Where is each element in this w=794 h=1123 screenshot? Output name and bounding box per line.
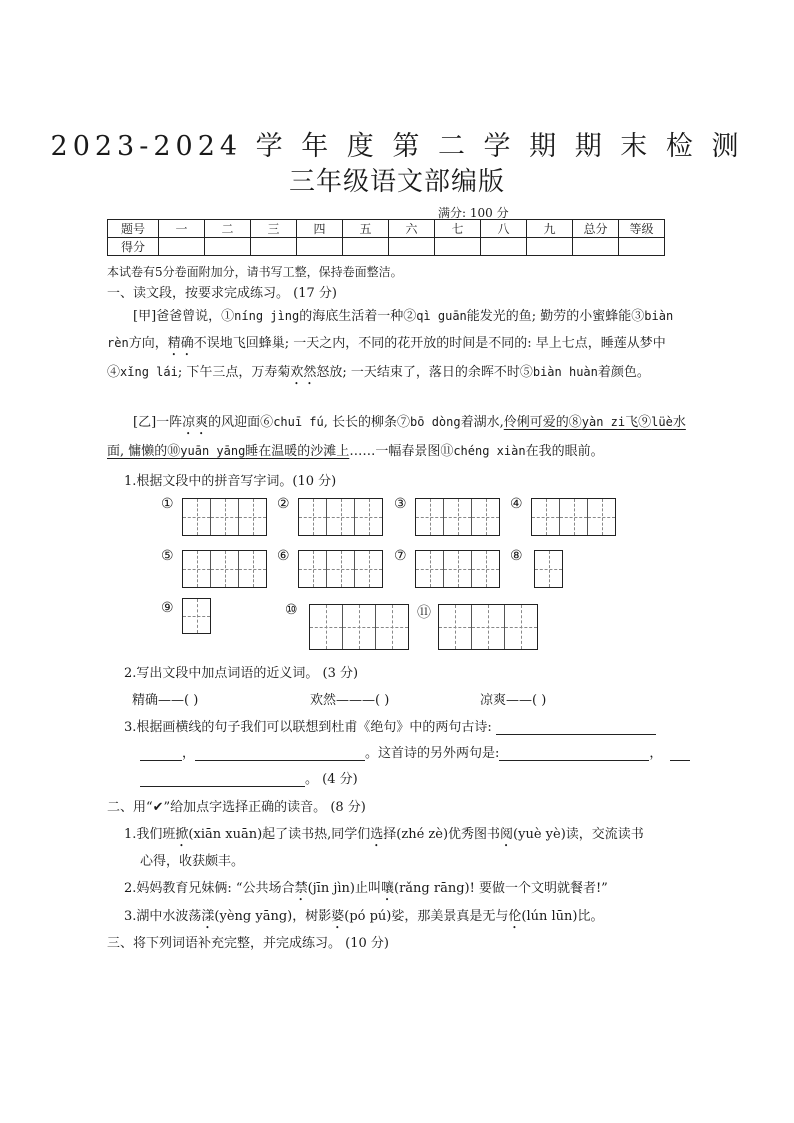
dotted-word: 精确 (167, 336, 194, 351)
pinyin: biàn huàn (532, 365, 598, 379)
box-number: ⑨ (161, 600, 174, 616)
pinyin: yuān yāng (180, 444, 246, 458)
question-1-3-line3 (140, 768, 358, 787)
passage-yi (107, 409, 697, 465)
score-input-cell[interactable] (159, 238, 205, 256)
passage-text: ……一幅春景图⑪ (349, 444, 454, 459)
table-cell: 得分 (108, 238, 159, 256)
answer-blank[interactable] (195, 746, 365, 761)
punct: ， (182, 746, 196, 761)
pinyin-options[interactable]: (pó pú)娑，那美景真是无与 (344, 909, 509, 924)
writing-box-9[interactable] (182, 598, 211, 634)
score-input-cell[interactable] (297, 238, 343, 256)
underlined-text: 水面, 慵懒的⑩ (107, 415, 686, 459)
dotted-char: 掀 (175, 827, 189, 842)
box-number: ⑧ (510, 548, 523, 564)
score-table-score-row (108, 238, 665, 256)
score-input-cell[interactable] (573, 238, 619, 256)
answer-blank[interactable] (140, 746, 182, 761)
underlined-text: 伶俐可爱的⑧ (503, 415, 582, 430)
table-cell: 九 (527, 220, 573, 238)
passage-text: 在我的眼前。 (525, 444, 604, 459)
score-input-cell[interactable] (527, 238, 573, 256)
table-cell: 六 (389, 220, 435, 238)
writing-box-11[interactable] (438, 604, 538, 650)
writing-box-8[interactable] (534, 550, 563, 588)
pinyin-options[interactable]: (rǎng rāng)! 要做一个文明就餐者!” (394, 881, 608, 896)
passage-text: , 长长的柳条⑦ (323, 415, 411, 430)
writing-box-5[interactable] (182, 550, 267, 588)
answer-blank[interactable] (670, 746, 690, 761)
section-2-item-1 (124, 823, 644, 850)
pinyin: bō dòng (410, 415, 461, 429)
table-cell: 四 (297, 220, 343, 238)
table-cell: 一 (159, 220, 205, 238)
exam-subtitle: 三年级语文部编版 (288, 167, 505, 197)
question-text: 。 (4 分) (305, 772, 358, 787)
item-text: 3.湖中水波荡 (124, 909, 202, 924)
question-1-2: 2.写出文段中加点词语的近义词。 (3 分) (124, 666, 359, 681)
question-1-3-line2 (140, 742, 690, 761)
writing-box-4[interactable] (531, 498, 616, 536)
score-table-header-row (108, 220, 665, 238)
question-1-1: 1.根据文段中的拼音写字词。(10 分) (124, 474, 337, 489)
pinyin: qì guān (416, 309, 467, 323)
pinyin: níng jìng (234, 309, 300, 323)
writing-box-10[interactable] (309, 604, 409, 650)
exam-note: 本试卷有5分卷面附加分，请书写工整，保持卷面整洁。 (107, 265, 403, 279)
underlined-text: 睡在温暖的沙滩上 (245, 444, 350, 459)
full-score: 满分: 100 分 (438, 206, 509, 220)
writing-box-1[interactable] (182, 498, 267, 536)
passage-text: 着颜色。 (597, 365, 650, 380)
section-2-item-1-cont: 心得，收获颇丰。 (140, 854, 245, 869)
exam-title: 2023-2024 学 年 度 第 二 学 期 期 末 检 测 (50, 131, 744, 162)
passage-text: 方向， (128, 336, 168, 351)
question-text: 3.根据画横线的句子我们可以联想到杜甫《绝句》中的两句古诗: (124, 720, 492, 735)
passage-text: 怒放; 一天结束了，落日的余晖不时⑤ (316, 365, 533, 380)
table-cell: 等级 (619, 220, 665, 238)
box-number: ⑤ (161, 548, 174, 564)
pinyin-options[interactable]: (jīn jìn)止叫 (307, 881, 381, 896)
punct: ， (649, 746, 663, 761)
passage-text: ; 下午三点，万寿菊 (177, 365, 291, 380)
synonym-blank-3[interactable]: 凉爽——( ) (480, 693, 547, 708)
passage-text: [乙]一阵 (133, 415, 183, 430)
score-input-cell[interactable] (343, 238, 389, 256)
box-number: ⑪ (417, 605, 431, 621)
writing-box-2[interactable] (298, 498, 383, 536)
dotted-char: 禁 (294, 881, 308, 896)
pinyin-options[interactable]: (xiān xuān)起了读书热,同学们 (188, 827, 371, 842)
dotted-char: 婆 (331, 909, 345, 924)
table-cell: 五 (343, 220, 389, 238)
score-input-cell[interactable] (619, 238, 665, 256)
table-cell: 三 (251, 220, 297, 238)
score-input-cell[interactable] (435, 238, 481, 256)
box-number: ⑥ (277, 548, 290, 564)
section-3-heading: 三、将下列词语补充完整，并完成练习。 (10 分) (107, 936, 389, 951)
box-number: ③ (394, 496, 407, 512)
score-input-cell[interactable] (389, 238, 435, 256)
pinyin: chéng xiàn (453, 444, 526, 458)
pinyin-options[interactable]: (yèng yāng)，树影 (214, 909, 332, 924)
passage-text: 着湖水, (460, 415, 504, 430)
question-1-3 (124, 716, 656, 735)
synonym-blank-1[interactable]: 精确——( ) (132, 693, 199, 708)
pinyin-options[interactable]: (lún lūn)比。 (521, 909, 604, 924)
item-text: 1.我们班 (124, 827, 176, 842)
answer-blank[interactable] (499, 746, 649, 761)
box-number: ④ (510, 496, 523, 512)
pinyin: chuī fú (273, 415, 324, 429)
pinyin-options[interactable]: (yuè yè)读，交流读书 (513, 827, 644, 842)
score-input-cell[interactable] (481, 238, 527, 256)
dotted-word: 凉爽 (182, 415, 209, 430)
question-text: 。这首诗的另外两句是: (365, 746, 500, 761)
writing-box-7[interactable] (415, 550, 500, 588)
table-cell: 总分 (573, 220, 619, 238)
underlined-text: 飞⑨ (625, 415, 652, 430)
dotted-word: 欢然 (290, 365, 317, 380)
section-1-heading: 一、读文段，按要求完成练习。 (17 分) (107, 286, 337, 301)
section-2-heading: 二、用“✔”给加点字选择正确的读音。 (8 分) (107, 800, 366, 815)
writing-box-3[interactable] (415, 498, 500, 536)
pinyin-options[interactable]: 择(zhé zè)优秀图书 (383, 827, 501, 842)
box-number: ⑩ (285, 602, 298, 618)
box-number: ② (277, 496, 290, 512)
score-input-cell[interactable] (251, 238, 297, 256)
item-text: 2.妈妈教育兄妹俩: “公共场合 (124, 881, 295, 896)
table-cell: 七 (435, 220, 481, 238)
table-cell: 题号 (108, 220, 159, 238)
pinyin: lüè (651, 415, 673, 429)
pinyin: yàn zi (581, 415, 626, 429)
score-table (107, 219, 665, 256)
box-number: ⑦ (394, 548, 407, 564)
passage-text: 的风迎面⑥ (208, 415, 274, 430)
dotted-char: 阅 (500, 827, 514, 842)
dotted-char: 嚷 (380, 881, 394, 896)
writing-box-6[interactable] (298, 550, 383, 588)
synonym-blank-2[interactable]: 欢然———( ) (310, 693, 390, 708)
passage-text: [甲]爸爸曾说，① (133, 309, 235, 324)
pinyin: xǐng lái (120, 365, 178, 379)
section-2-item-2 (124, 877, 608, 904)
pinyin: biàn rèn (107, 309, 674, 350)
answer-blank[interactable] (496, 720, 656, 735)
passage-jia (107, 303, 697, 388)
dotted-char: 伦 (508, 909, 522, 924)
answer-blank[interactable] (140, 772, 305, 787)
passage-text: 能发光的鱼; 勤劳的小蜜蜂能③ (466, 309, 645, 324)
score-input-cell[interactable] (205, 238, 251, 256)
dotted-char: 选 (370, 827, 384, 842)
box-number: ① (161, 496, 174, 512)
table-cell: 二 (205, 220, 251, 238)
table-cell: 八 (481, 220, 527, 238)
passage-text: 不误地飞回蜂巢; 一天之内，不同的花开放的时间是不同的: 早上七点，睡莲从梦中④ (107, 336, 666, 380)
passage-text: 的海底生活着一种② (299, 309, 417, 324)
dotted-char: 漾 (201, 909, 215, 924)
section-2-item-3 (124, 905, 603, 932)
